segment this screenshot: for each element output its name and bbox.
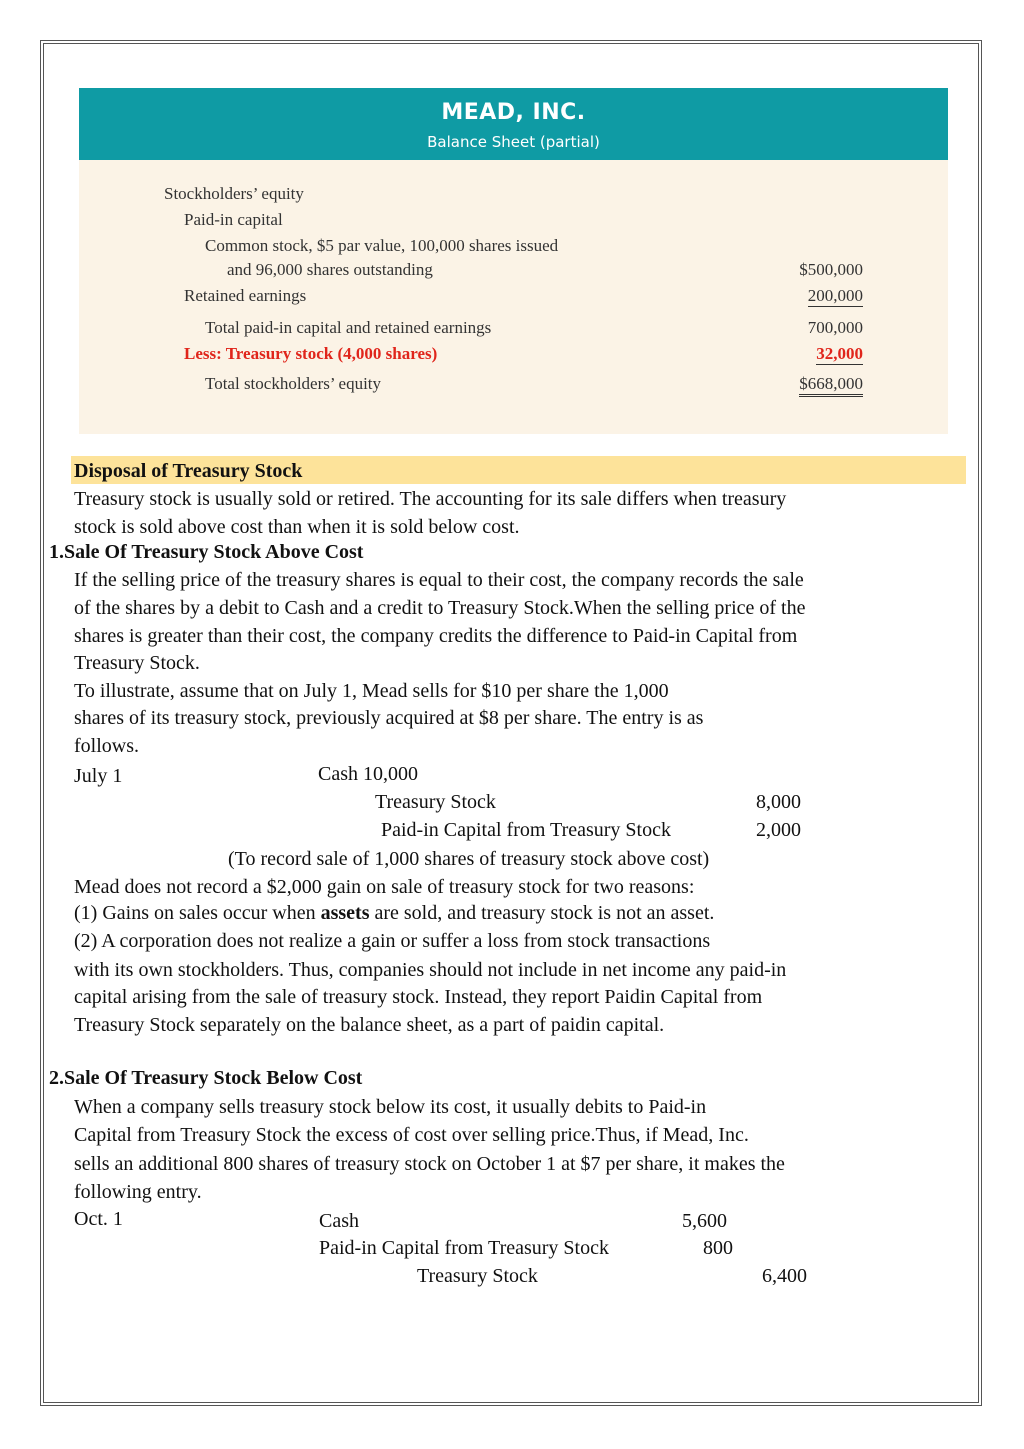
j1-date: July 1 [74, 765, 123, 787]
statement-name: Balance Sheet (partial) [427, 133, 600, 151]
reason-2: (2) A corporation does not realize a gain or suffer a loss from stock transactions [74, 930, 711, 952]
reason-1-c: are sold, and treasury stock is not an asset. [369, 902, 715, 924]
j2-treasury-stock-amount: 6,400 [762, 1265, 807, 1287]
j2-treasury-stock: Treasury Stock [417, 1265, 538, 1287]
j1-treasury-stock-amount: 8,000 [756, 791, 801, 813]
section-2-title: 2.Sale Of Treasury Stock Below Cost [49, 1067, 363, 1089]
bs-total-se: Total stockholders’ equity [205, 374, 382, 393]
reason-4: capital arising from the sale of treasury stock. Instead, they report Paidin Capital from [74, 986, 763, 1008]
s1-line-5: To illustrate, assume that on July 1, Mead sells for $10 per share the 1,000 [74, 680, 669, 702]
bs-treasury-stock: Less: Treasury stock (4,000 shares) [184, 344, 438, 363]
j2-paid-in-capital: Paid-in Capital from Treasury Stock [319, 1237, 609, 1259]
j1-treasury-stock: Treasury Stock [375, 791, 496, 813]
bs-paid-in-capital: Paid-in capital [184, 210, 283, 229]
s1-line-3: shares is greater than their cost, the company credits the difference to Paid-in Capital from [74, 625, 798, 647]
bs-total-pic: Total paid-in capital and retained earnings [205, 318, 492, 337]
s1-line-4: Treasury Stock. [74, 652, 200, 674]
bs-treasury-amount: 32,000 [816, 344, 863, 363]
j2-paid-in-capital-amount: 800 [703, 1237, 733, 1259]
s1-line-2: of the shares by a debit to Cash and a credit to Treasury Stock.When the selling price of the [74, 597, 806, 619]
j2-date: Oct. 1 [74, 1208, 123, 1230]
j1-paid-in-capital-amount: 2,000 [756, 819, 801, 841]
intro-line-1: Treasury stock is usually sold or retired. The accounting for its sale differs when treasury [74, 488, 787, 510]
j1-memo: (To record sale of 1,000 shares of treasury stock above cost) [228, 848, 710, 870]
bs-retained-earnings-amount-wrap [743, 286, 863, 306]
reason-intro: Mead does not record a $2,000 gain on sale of treasury stock for two reasons: [74, 876, 695, 898]
bs-common-stock-line1: Common stock, $5 par value, 100,000 shares issued [205, 236, 559, 255]
bs-total-pic-amount: 700,000 [807, 318, 863, 337]
reason-1-a: (1) Gains on sales occur when [74, 902, 321, 924]
reason-3: with its own stockholders. Thus, companies should not include in net income any paid-in [74, 959, 787, 981]
bs-common-stock-amount: $500,000 [799, 260, 863, 279]
bs-total-se-amount: $668,000 [799, 374, 863, 397]
balance-sheet-header [79, 88, 948, 160]
balance-sheet-figure [79, 88, 948, 434]
bs-total-se-amount-wrap [743, 374, 863, 394]
s2-line-2: Capital from Treasury Stock the excess of cost over selling price.Thus, if Mead, Inc. [74, 1124, 749, 1146]
reason-5: Treasury Stock separately on the balance sheet, as a part of paidin capital. [74, 1014, 665, 1036]
bs-stockholders-equity: Stockholders’ equity [164, 184, 304, 203]
j1-paid-in-capital: Paid-in Capital from Treasury Stock [381, 819, 671, 841]
bs-common-stock-line2: and 96,000 shares outstanding [227, 260, 433, 279]
bs-treasury-amount-wrap [743, 344, 863, 364]
s2-line-4: following entry. [74, 1181, 202, 1203]
company-name: MEAD, INC. [441, 100, 586, 125]
section-1-title: 1.Sale Of Treasury Stock Above Cost [49, 541, 364, 563]
s2-line-3: sells an additional 800 shares of treasury stock on October 1 at $7 per share, it makes the [74, 1153, 785, 1175]
j2-cash: Cash [319, 1210, 359, 1232]
j2-cash-amount: 5,600 [682, 1210, 727, 1232]
reason-1-bold: assets [320, 902, 370, 924]
bs-retained-earnings: Retained earnings [184, 286, 307, 305]
j1-cash: Cash 10,000 [318, 763, 418, 785]
section-heading: Disposal of Treasury Stock [74, 460, 303, 482]
reason-1 [74, 903, 714, 923]
intro-line-2: stock is sold above cost than when it is sold below cost. [74, 516, 520, 538]
bs-retained-earnings-amount: 200,000 [807, 286, 863, 305]
s1-line-6: shares of its treasury stock, previously acquired at $8 per share. The entry is as [74, 707, 704, 729]
s2-line-1: When a company sells treasury stock below its cost, it usually debits to Paid-in [74, 1096, 707, 1118]
s1-line-1: If the selling price of the treasury shares is equal to their cost, the company records the sale [74, 569, 804, 591]
s1-line-7: follows. [74, 735, 139, 757]
